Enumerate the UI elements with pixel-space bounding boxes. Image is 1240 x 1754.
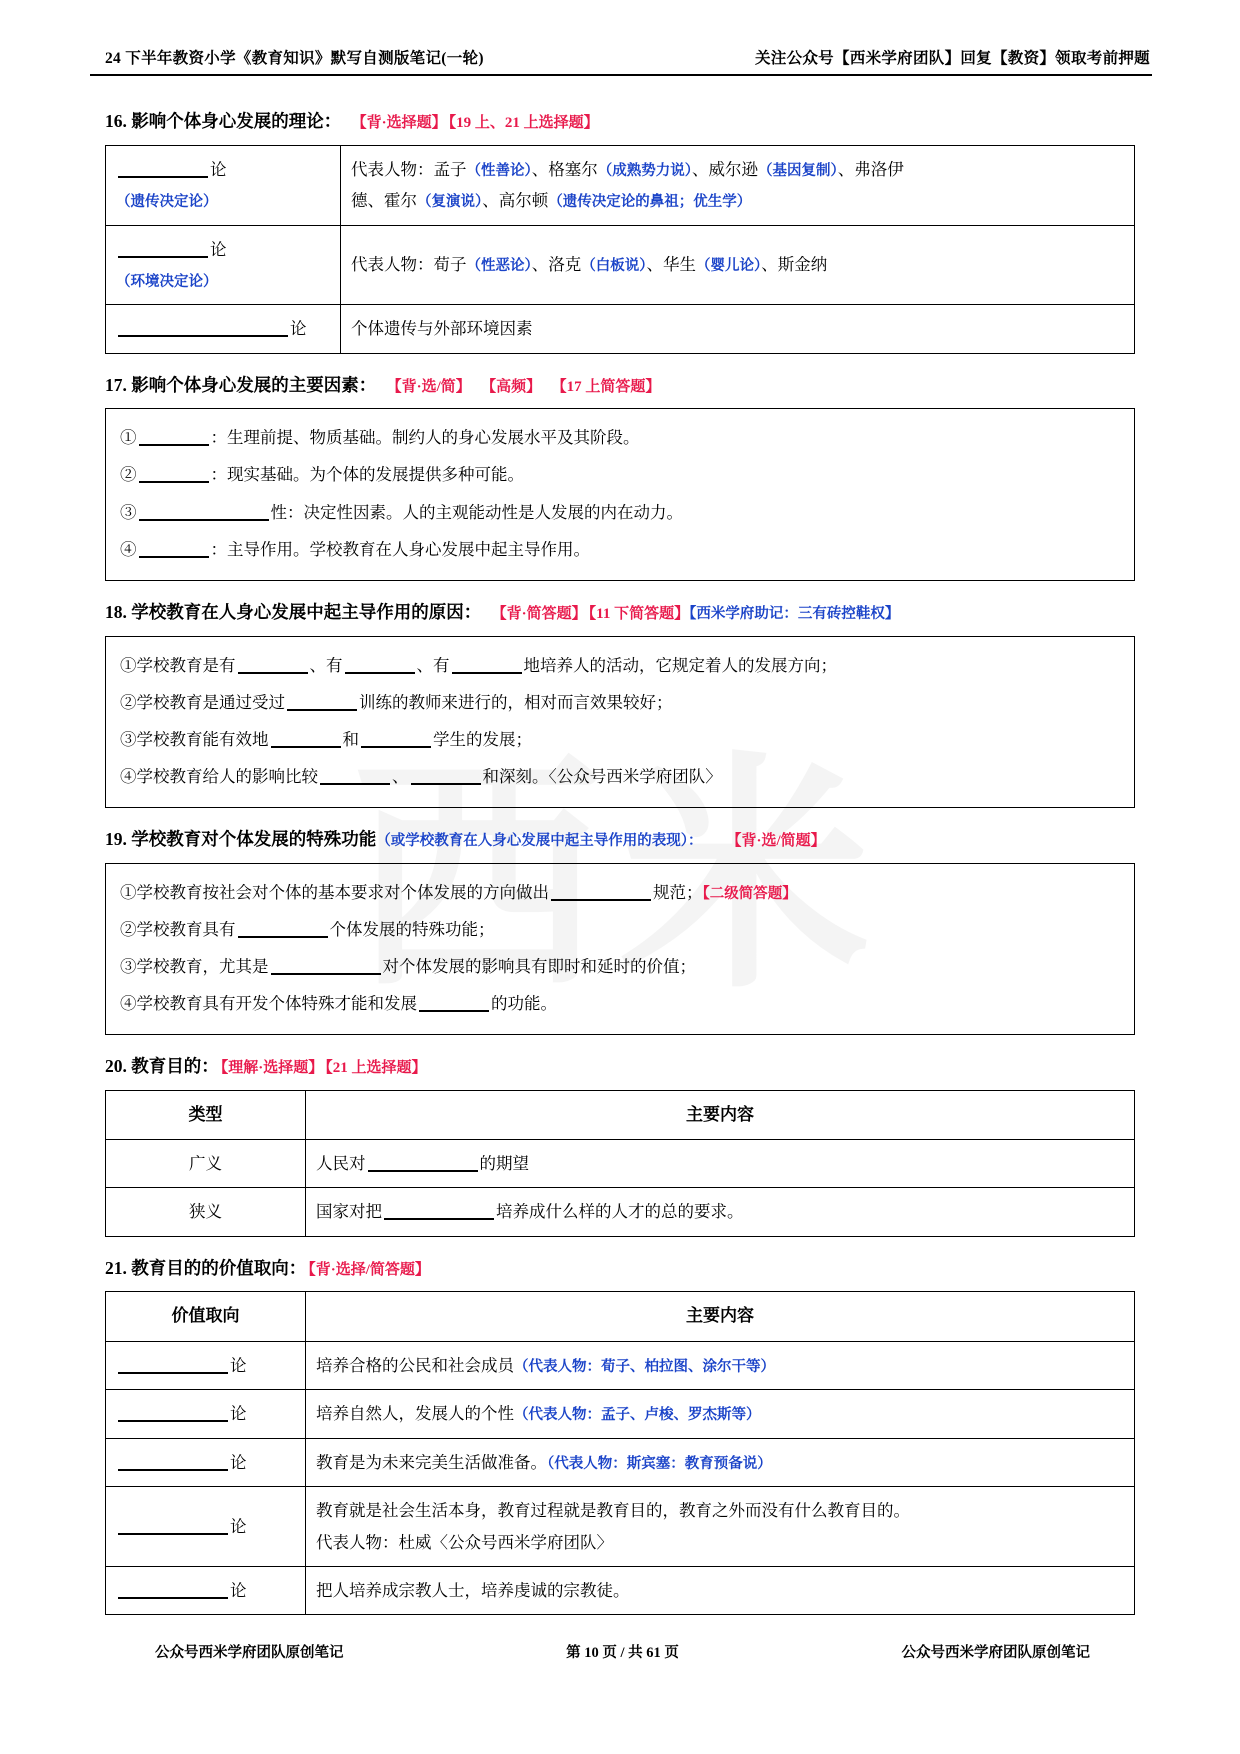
blank-underline[interactable] bbox=[118, 256, 208, 258]
blank-underline[interactable] bbox=[238, 672, 308, 674]
table-row bbox=[106, 225, 1135, 305]
list-item: ④学校教育给人的影响比较 、 和深刻。〈公众号西米学府团队〉 bbox=[120, 766, 722, 786]
section-number-17: 17. bbox=[105, 374, 127, 395]
content-text: 培养合格的公民和社会成员 bbox=[316, 1355, 514, 1375]
header-right-text: 关注公众号【西米学府团队】回复【教资】领取考前押题 bbox=[754, 50, 1150, 67]
table-16-row1-label bbox=[106, 225, 341, 305]
table-16-row1-content bbox=[341, 225, 1135, 305]
section-blue-note-19: （或学校教育在人身心发展中起主导作用的表现）： bbox=[376, 833, 703, 850]
section-title-19: 学校教育对个体发展的特殊功能 bbox=[131, 829, 377, 850]
blank-underline[interactable] bbox=[411, 783, 481, 785]
blank-underline[interactable] bbox=[361, 746, 431, 748]
table-row bbox=[106, 1341, 1135, 1390]
list-item: ③学校教育能有效地 和 学生的发展； bbox=[120, 729, 532, 749]
content-note: （代表人物：荀子、柏拉图、涂尔干等） bbox=[514, 1358, 775, 1375]
list-item: ① ：生理前提、物质基础。制约人的身心发展水平及其阶段。 bbox=[120, 428, 640, 448]
table-21 bbox=[105, 1291, 1135, 1615]
section-number-21: 21. bbox=[105, 1257, 127, 1278]
table-20-row1-type: 狭义 bbox=[106, 1188, 306, 1236]
table-21-row0-content bbox=[306, 1341, 1135, 1390]
table-21-row3-label bbox=[106, 1487, 306, 1567]
blank-underline[interactable] bbox=[118, 1597, 228, 1599]
blank-underline[interactable] bbox=[139, 556, 209, 558]
section-number-20: 20. bbox=[105, 1056, 127, 1077]
table-21-row4-content bbox=[306, 1566, 1135, 1614]
blank-underline[interactable] bbox=[384, 1218, 494, 1220]
table-16-row0-label bbox=[106, 145, 341, 225]
table-row bbox=[106, 1566, 1135, 1614]
blank-underline[interactable] bbox=[118, 1469, 228, 1471]
row-label-text: 论 bbox=[230, 1516, 247, 1536]
section-tag-20-1: 【21 上选择题】 bbox=[325, 1060, 427, 1077]
table-header-row bbox=[106, 1292, 1135, 1341]
row-label-text: 论 bbox=[290, 319, 307, 339]
content-line: 德、霍尔（复演说）、高尔顿（遗传决定论的鼻祖；优生学） bbox=[351, 191, 752, 211]
table-21-row2-content bbox=[306, 1438, 1135, 1487]
section-title-21: 教育目的的价值取向： bbox=[131, 1257, 307, 1278]
table-20-row1-content: 国家对把 培养成什么样的人才的总的要求。 bbox=[306, 1188, 1135, 1236]
blank-underline[interactable] bbox=[238, 936, 328, 938]
row-label-text: 论 bbox=[210, 239, 227, 259]
blank-underline[interactable] bbox=[345, 672, 415, 674]
content-text: 培养自然人，发展人的个性 bbox=[316, 1404, 514, 1424]
content-text: 教育是为未来完美生活做准备。 bbox=[316, 1452, 547, 1472]
content-note: （代表人物：孟子、卢梭、罗杰斯等） bbox=[514, 1407, 761, 1424]
table-row bbox=[106, 1487, 1135, 1567]
section-tag-17-2: 【17 上简答题】 bbox=[551, 378, 661, 395]
page-footer bbox=[0, 1641, 1240, 1662]
table-20-header-type: 类型 bbox=[106, 1090, 306, 1139]
table-21-header-orientation: 价值取向 bbox=[106, 1292, 306, 1341]
section-tag-16-1: 【19 上、21 上选择题】 bbox=[448, 115, 599, 131]
section-number-18: 18. bbox=[105, 601, 127, 622]
box-18 bbox=[105, 636, 1135, 809]
table-21-header-content: 主要内容 bbox=[306, 1292, 1135, 1341]
section-tag-18-1: 【11 下简答题】 bbox=[588, 605, 690, 622]
list-item: ①学校教育是有 、有 、有 地培养人的活动，它规定着人的发展方向； bbox=[120, 655, 837, 675]
content-line: 代表人物：杜威〈公众号西米学府团队〉 bbox=[316, 1532, 613, 1552]
section-blue-tag-18: 【西米学府助记：三有砖控鞋权】 bbox=[689, 605, 900, 622]
table-21-row2-label bbox=[106, 1438, 306, 1487]
row-label-text: 论 bbox=[230, 1580, 247, 1600]
section-title-18: 学校教育在人身心发展中起主导作用的原因： bbox=[131, 601, 482, 622]
section-heading-17 bbox=[105, 372, 1135, 399]
table-row bbox=[106, 1438, 1135, 1487]
section-number-16: 16. bbox=[105, 111, 127, 131]
table-21-row1-label bbox=[106, 1390, 306, 1439]
blank-underline[interactable] bbox=[320, 783, 390, 785]
row-label-note: （遗传决定论） bbox=[116, 193, 218, 210]
section-heading-21 bbox=[105, 1255, 1135, 1282]
row-label-note: （环境决定论） bbox=[116, 273, 218, 290]
header-left-text: 24 下半年教资小学《教育知识》默写自测版笔记(一轮) bbox=[105, 50, 484, 67]
table-row bbox=[106, 1390, 1135, 1439]
table-16-row2-label bbox=[106, 305, 341, 353]
blank-underline[interactable] bbox=[271, 973, 381, 975]
blank-underline[interactable] bbox=[452, 672, 522, 674]
blank-underline[interactable] bbox=[139, 519, 269, 521]
blank-underline[interactable] bbox=[118, 335, 288, 337]
table-20-header-content: 主要内容 bbox=[306, 1090, 1135, 1139]
blank-underline[interactable] bbox=[139, 444, 209, 446]
blank-underline[interactable] bbox=[118, 1533, 228, 1535]
table-16 bbox=[105, 145, 1135, 354]
box-17 bbox=[105, 408, 1135, 581]
list-item: ①学校教育按社会对个体的基本要求对个体发展的方向做出 规范；【二级简答题】 bbox=[120, 882, 797, 902]
content-line: 代表人物：孟子（性善论）、格塞尔（成熟势力说）、威尔逊（基因复制）、弗洛伊 bbox=[351, 159, 904, 179]
row-label-text: 论 bbox=[230, 1404, 247, 1424]
section-tag-17-0: 【背·选/简】 bbox=[386, 378, 471, 395]
blank-underline[interactable] bbox=[287, 709, 357, 711]
table-21-row3-content bbox=[306, 1487, 1135, 1567]
inline-red-tag-19: 【二级简答题】 bbox=[702, 885, 797, 902]
table-21-row0-label bbox=[106, 1341, 306, 1390]
section-heading-20 bbox=[105, 1053, 1135, 1080]
blank-underline[interactable] bbox=[118, 1372, 228, 1374]
section-title-20: 教育目的： bbox=[131, 1056, 219, 1077]
table-16-row2-content bbox=[341, 305, 1135, 353]
footer-left-text: 公众号西米学府团队原创笔记 bbox=[155, 1645, 344, 1661]
row-label-text: 论 bbox=[230, 1452, 247, 1472]
list-item: ②学校教育具有 个体发展的特殊功能； bbox=[120, 919, 495, 939]
footer-right-text: 公众号西米学府团队原创笔记 bbox=[901, 1645, 1090, 1661]
content-line: 教育就是社会生活本身，教育过程就是教育目的，教育之外而没有什么教育目的。 bbox=[316, 1501, 910, 1521]
section-tag-16-0: 【背·选择题】 bbox=[351, 115, 447, 131]
section-tag-19-0: 【背·选/简题】 bbox=[726, 833, 826, 850]
row-label-text: 论 bbox=[230, 1355, 247, 1375]
content-text: 把人培养成宗教人士，培养虔诚的宗教徒。 bbox=[316, 1580, 630, 1600]
blank-underline[interactable] bbox=[118, 176, 208, 178]
section-title-16: 影响个体身心发展的理论： bbox=[131, 111, 342, 131]
blank-underline[interactable] bbox=[271, 746, 341, 748]
section-heading-18 bbox=[105, 599, 1135, 626]
footer-page-number: 第 10 页 / 共 61 页 bbox=[566, 1645, 679, 1661]
list-item: ③学校教育，尤其是 对个体发展的影响具有即时和延时的价值； bbox=[120, 957, 696, 977]
table-row bbox=[106, 1188, 1135, 1236]
content-line: 代表人物：荀子（性恶论）、洛克（白板说）、华生（婴儿论）、斯金纳 bbox=[351, 255, 828, 275]
table-20 bbox=[105, 1090, 1135, 1237]
table-20-row0-type: 广义 bbox=[106, 1140, 306, 1188]
table-row bbox=[106, 145, 1135, 225]
blank-underline[interactable] bbox=[419, 1010, 489, 1012]
section-heading-16 bbox=[105, 108, 1135, 135]
list-item: ④学校教育具有开发个体特殊才能和发展 的功能。 bbox=[120, 994, 557, 1014]
list-item: ③ 性：决定性因素。人的主观能动性是人发展的内在动力。 bbox=[120, 502, 683, 522]
section-number-19: 19. bbox=[105, 829, 127, 850]
content-note: （代表人物：斯宾塞：教育预备说） bbox=[547, 1455, 772, 1472]
document-content bbox=[0, 76, 1240, 1615]
section-tag-21-0: 【背·选择/简答题】 bbox=[308, 1261, 430, 1278]
list-item: ②学校教育是通过受过 训练的教师来进行的，相对而言效果较好； bbox=[120, 692, 673, 712]
section-tag-18-0: 【背·简答题】 bbox=[491, 605, 587, 622]
row-label-text: 论 bbox=[210, 159, 227, 179]
table-20-row0-content: 人民对 的期望 bbox=[306, 1140, 1135, 1188]
table-21-row4-label bbox=[106, 1566, 306, 1614]
blank-underline[interactable] bbox=[551, 899, 651, 901]
content-line: 个体遗传与外部环境因素 bbox=[351, 319, 533, 339]
section-heading-19 bbox=[105, 826, 1135, 853]
list-item: ② ：现实基础。为个体的发展提供多种可能。 bbox=[120, 465, 524, 485]
box-19 bbox=[105, 863, 1135, 1036]
blank-underline[interactable] bbox=[118, 1420, 228, 1422]
list-item: ④ ：主导作用。学校教育在人身心发展中起主导作用。 bbox=[120, 539, 590, 559]
section-tag-17-1: 【高频】 bbox=[481, 378, 542, 395]
section-title-17: 影响个体身心发展的主要因素： bbox=[131, 374, 377, 395]
table-21-row1-content bbox=[306, 1390, 1135, 1439]
table-header-row bbox=[106, 1090, 1135, 1139]
section-tag-20-0: 【理解·选择题】 bbox=[220, 1060, 324, 1077]
blank-underline[interactable] bbox=[368, 1170, 478, 1172]
table-row bbox=[106, 305, 1135, 353]
table-16-row0-content bbox=[341, 145, 1135, 225]
table-row bbox=[106, 1140, 1135, 1188]
blank-underline[interactable] bbox=[139, 481, 209, 483]
running-header bbox=[0, 0, 1240, 74]
